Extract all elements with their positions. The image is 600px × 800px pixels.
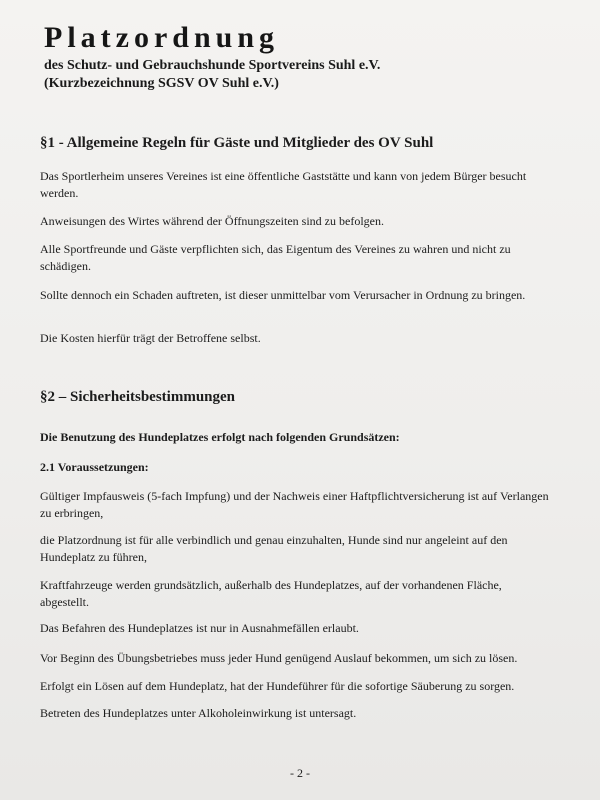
- section2-intro: Die Benutzung des Hundeplatzes erfolgt nach folgenden Grundsätzen:: [40, 430, 400, 444]
- section2-heading: §2 – Sicherheitsbestimmungen: [40, 389, 235, 405]
- section1-paragraph: Sollte dennoch ein Schaden auftreten, ist dieser unmittelbar vom Verursacher in Ordnung zu bringen.: [40, 288, 526, 302]
- section2-subheading: 2.1 Voraussetzungen:: [40, 460, 149, 474]
- section2-paragraph: Kraftfahrzeuge werden grundsätzlich, außerhalb des Hundeplatzes, auf der vorhandenen Fläche, abgestellt.: [40, 578, 502, 609]
- section2-paragraph: Erfolgt ein Lösen auf dem Hundeplatz, hat der Hundeführer für die sofortige Säuberung zu sorgen.: [40, 679, 515, 693]
- page-number: - 2 -: [290, 766, 310, 780]
- section1-heading: §1 - Allgemeine Regeln für Gäste und Mitglieder des OV Suhl: [40, 135, 434, 151]
- section1-paragraph: Die Kosten hierfür trägt der Betroffene selbst.: [40, 331, 261, 345]
- document-subtitle-line2: (Kurzbezeichnung SGSV OV Suhl e.V.): [44, 76, 279, 91]
- section2-paragraph: Gültiger Impfausweis (5-fach Impfung) und der Nachweis einer Haftpflichtversicherung ist auf Verlangen zu erbringen,: [40, 489, 549, 520]
- section2-paragraph: Betreten des Hundeplatzes unter Alkoholeinwirkung ist untersagt.: [40, 706, 357, 720]
- document-title: Platzordnung: [44, 21, 280, 54]
- section2-paragraph: Das Befahren des Hundeplatzes ist nur in Ausnahmefällen erlaubt.: [40, 621, 359, 635]
- section1-paragraph: Das Sportlerheim unseres Vereines ist eine öffentliche Gaststätte und kann von jedem Bürger besucht werden.: [40, 169, 527, 200]
- document-subtitle-line1: des Schutz- und Gebrauchshunde Sportvereins Suhl e.V.: [44, 58, 381, 73]
- section2-paragraph: die Platzordnung ist für alle verbindlich und genau einzuhalten, Hunde sind nur angeleint auf den Hundeplatz zu führen,: [40, 533, 508, 564]
- section1-paragraph: Alle Sportfreunde und Gäste verpflichten sich, das Eigentum des Vereines zu wahren und nicht zu schädigen.: [40, 242, 511, 273]
- section1-paragraph: Anweisungen des Wirtes während der Öffnungszeiten sind zu befolgen.: [40, 214, 384, 228]
- section2-paragraph: Vor Beginn des Übungsbetriebes muss jeder Hund genügend Auslauf bekommen, um sich zu lösen.: [40, 651, 518, 665]
